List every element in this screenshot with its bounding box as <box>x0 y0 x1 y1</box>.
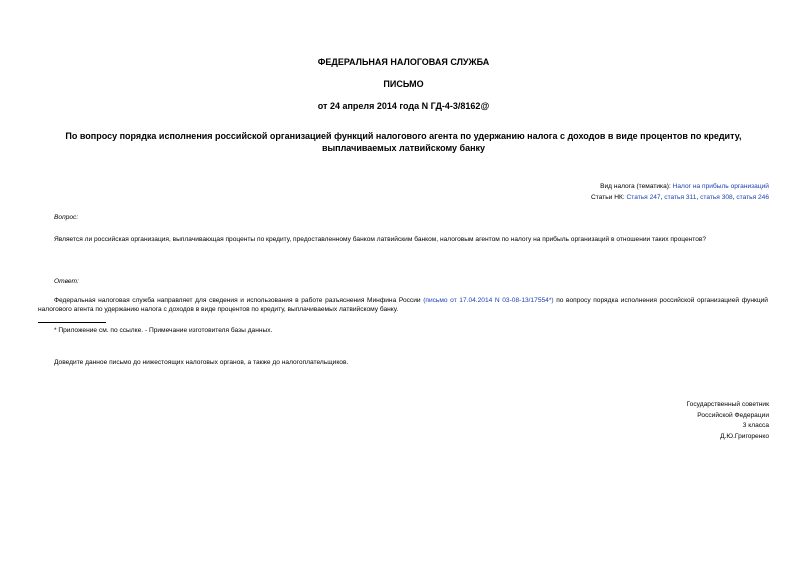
title-line-1: По вопросу порядка исполнения российской организацией функций налогового агента по удержанию налога с доходов в виде процентов по кредиту, <box>65 131 742 141</box>
article-link-308[interactable]: статья 308 <box>700 194 733 201</box>
signature-line-2: Российской Федерации <box>697 411 769 419</box>
title-line-2: выплачиваемых латвийскому банку <box>321 143 486 153</box>
answer-text-after: по вопросу порядка исполнения российской организацией функций налогового агента по удержанию налога с доходов в виде процентов по кредиту, выплачиваемых латвийскому банку. <box>38 297 768 313</box>
footnote-text: * Приложение см. по ссылке. - Примечание изготовителя базы данных. <box>54 327 273 334</box>
tax-type-label: Вид налога (тематика): <box>600 183 671 190</box>
articles-label: Статьи НК: <box>591 194 625 201</box>
tax-articles-row: Статьи НК: Статья 247, статья 311, статья 308, статья 246 <box>591 194 769 201</box>
footnote-divider <box>38 322 106 323</box>
agency-name: ФЕДЕРАЛЬНАЯ НАЛОГОВАЯ СЛУЖБА <box>317 57 490 67</box>
article-link-311[interactable]: статья 311 <box>664 194 697 201</box>
answer-text <box>38 296 768 314</box>
article-link-247[interactable]: Статья 247 <box>626 194 661 201</box>
tax-type-row <box>600 182 769 191</box>
question-label: Вопрос: <box>54 214 79 221</box>
signature-line-1: Государственный советник <box>686 401 769 408</box>
signature-block <box>687 400 769 442</box>
minfin-letter-link[interactable]: (письмо от 17.04.2014 N 03-08-13/17554*) <box>423 297 554 304</box>
document-date-number: от 24 апреля 2014 года N ГД-4-3/8162@ <box>317 101 490 111</box>
closing-text: Доведите данное письмо до нижестоящих налоговых органов, а также до налогоплательщиков. <box>54 359 349 366</box>
signature-line-4: Д.Ю.Григоренко <box>720 432 769 440</box>
article-link-246[interactable]: статья 246 <box>736 194 769 201</box>
answer-label: Ответ: <box>54 278 79 285</box>
signature-line-3: 3 класса <box>742 422 769 429</box>
answer-text-before: Федеральная налоговая служба направляет для сведения и использования в работе разъяснения Минфина России <box>54 297 421 304</box>
document-type: ПИСЬМО <box>383 79 424 89</box>
tax-type-link[interactable]: Налог на прибыль организаций <box>672 183 769 190</box>
document-title <box>40 130 767 154</box>
question-text: Является ли российская организация, выплачивающая проценты по кредиту, предоставленному банком латвийским банком, налоговым агентом по налогу на прибыль организаций в отношении таких процентов? <box>54 236 707 243</box>
